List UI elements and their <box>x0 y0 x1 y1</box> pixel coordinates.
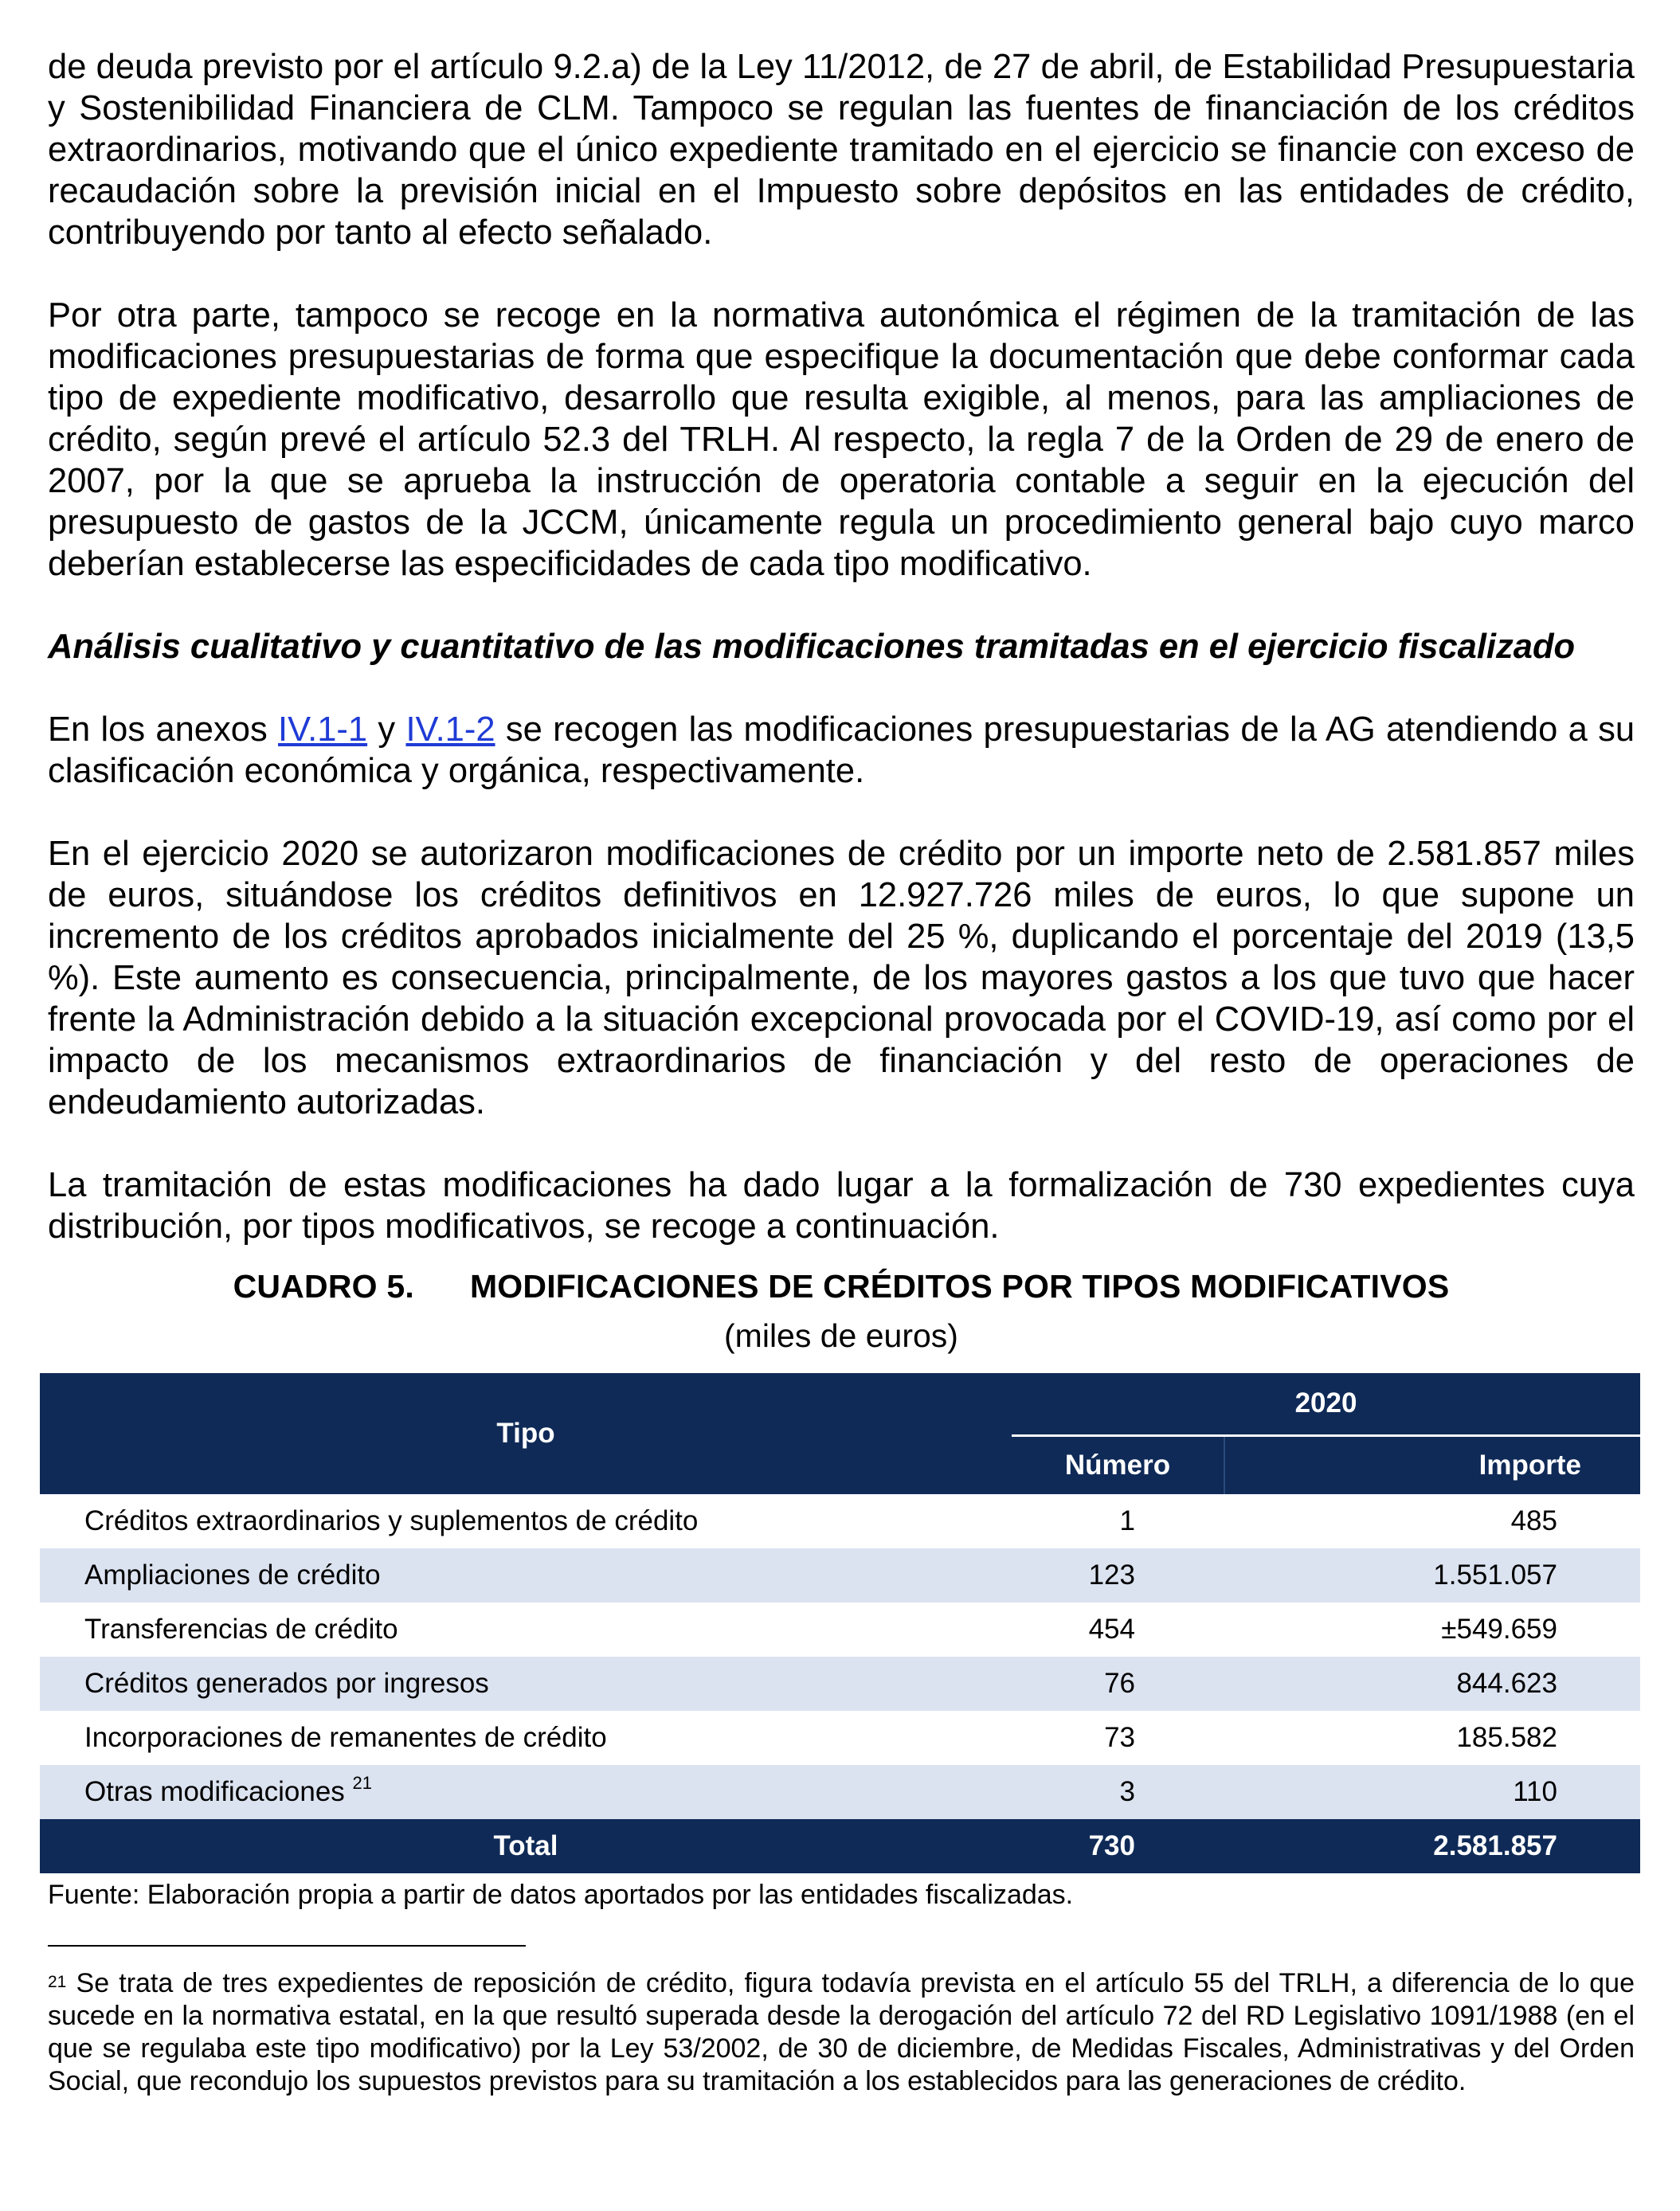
table-number: CUADRO 5. <box>233 1268 414 1305</box>
table-row <box>40 1657 1640 1711</box>
row-numero: 76 <box>1012 1657 1224 1711</box>
row-tipo-text: Otras modificaciones <box>84 1776 353 1807</box>
table-row <box>40 1765 1640 1819</box>
row-importe: 1.551.057 <box>1224 1548 1640 1602</box>
row-numero: 123 <box>1012 1548 1224 1602</box>
table-row <box>40 1494 1640 1548</box>
header-tipo: Tipo <box>40 1373 1012 1494</box>
total-numero: 730 <box>1012 1819 1224 1873</box>
paragraph-ejercicio-2020: En el ejercicio 2020 se autorizaron modificaciones de crédito por un importe neto de 2.581.857 miles de euros, situándose los créditos definitivos en 12.927.726 miles de euros, lo que supone un incremento de los créditos aprobados inicialmente del 25 %, duplicando el porcentaje del 2019 (13,5 %). Este aumento es consecuencia, principalmente, de los mayores gastos a los que tuvo que hacer frente la Administración debido a la situación excepcional provocada por el COVID-19, así como por el impacto de los mecanismos extraordinarios de financiación y del resto de operaciones de endeudamiento autorizadas. <box>48 835 1635 1121</box>
table-source: Fuente: Elaboración propia a partir de datos aportados por las entidades fiscalizadas. <box>48 1880 1074 1910</box>
total-label: Total <box>40 1819 1012 1873</box>
row-tipo: Transferencias de crédito <box>84 1614 398 1645</box>
table-row <box>40 1548 1640 1602</box>
footnote-ref-21[interactable]: 21 <box>352 1773 373 1793</box>
paragraph-anexos-pre: En los anexos <box>48 710 279 749</box>
table-title <box>48 1266 1635 1306</box>
row-numero: 3 <box>1012 1765 1224 1819</box>
row-importe: ±549.659 <box>1441 1614 1557 1645</box>
row-tipo: Créditos extraordinarios y suplementos de crédito <box>84 1505 699 1536</box>
footnote-separator <box>48 1945 526 1947</box>
row-importe: 485 <box>1510 1505 1557 1536</box>
paragraph-deuda: de deuda previsto por el artículo 9.2.a) de la Ley 11/2012, de 27 de abril, de Estabilidad Presupuestaria y Sostenibilidad Financiera de CLM. Tampoco se regulan las fuentes de financiación de los créditos extraordinarios, motivando que el único expediente tramitado en el ejercicio se financie con exceso de recaudación sobre la previsión inicial en el Impuesto sobre depósitos en las entidades de crédito, contribuyendo por tanto al efecto señalado. <box>48 48 1635 252</box>
anexo-iv-1-2-link[interactable]: IV.1-2 <box>405 710 495 749</box>
total-importe: 2.581.857 <box>1224 1819 1640 1873</box>
section-heading: Análisis cualitativo y cuantitativo de las modificaciones tramitadas en el ejercicio fiscalizado <box>48 628 1576 666</box>
row-tipo <box>40 1765 1012 1819</box>
paragraph-anexos-mid: y <box>367 710 406 749</box>
row-tipo: Ampliaciones de crédito <box>40 1548 1012 1602</box>
footnote-21 <box>48 1967 1635 2098</box>
paragraph-anexos <box>48 709 1635 792</box>
header-year: 2020 <box>1012 1373 1640 1435</box>
modificaciones-table <box>40 1373 1640 1873</box>
row-numero: 1 <box>1119 1505 1135 1536</box>
paragraph-tramitacion: La tramitación de estas modificaciones ha dado lugar a la formalización de 730 expedientes cuya distribución, por tipos modificativos, se recoge a continuación. <box>48 1166 1635 1246</box>
row-importe: 844.623 <box>1224 1657 1640 1711</box>
table-unit: (miles de euros) <box>724 1317 958 1354</box>
table-row <box>40 1602 1640 1657</box>
anexo-iv-1-1-link[interactable]: IV.1-1 <box>278 710 368 749</box>
row-tipo: Incorporaciones de remanentes de crédito <box>84 1722 607 1753</box>
paragraph-anexos-post: se recogen las modificaciones presupuestarias de la AG atendiendo a su clasificación económica y orgánica, respectivamente. <box>48 710 1635 790</box>
table-title-text: MODIFICACIONES DE CRÉDITOS POR TIPOS MODIFICATIVOS <box>469 1268 1450 1305</box>
paragraph-normativa: Por otra parte, tampoco se recoge en la normativa autonómica el régimen de la tramitación de las modificaciones presupuestarias de forma que especifique la documentación que debe conformar cada tipo de expediente modificativo, desarrollo que resulta exigible, al menos, para las ampliaciones de crédito, según prevé el artículo 52.3 del TRLH. Al respecto, la regla 7 de la Orden de 29 de enero de 2007, por la que se aprueba la instrucción de operatoria contable a seguir en la ejecución del presupuesto de gastos de la JCCM, únicamente regula un procedimiento general bajo cuyo marco deberían establecerse las especificidades de cada tipo modificativo. <box>48 296 1635 583</box>
row-numero: 454 <box>1088 1614 1135 1645</box>
table-row <box>40 1711 1640 1765</box>
header-numero: Número <box>1012 1435 1224 1494</box>
document-page <box>48 46 1635 2098</box>
row-importe: 185.582 <box>1456 1722 1557 1753</box>
row-importe: 110 <box>1224 1765 1640 1819</box>
row-numero: 73 <box>1104 1722 1135 1753</box>
total-row <box>40 1819 1640 1873</box>
header-importe: Importe <box>1224 1435 1640 1494</box>
row-tipo: Créditos generados por ingresos <box>40 1657 1012 1711</box>
footnote-text: Se trata de tres expedientes de reposición de crédito, figura todavía prevista en el artículo 55 del TRLH, a diferencia de lo que sucede en la normativa estatal, en la que resultó superada desde la derogación del artículo 72 del RD Legislativo 1091/1988 (en el que se regulaba este tipo modificativo) por la Ley 53/2002, de 30 de diciembre, de Medidas Fiscales, Administrativas y del Orden Social, que recondujo los supuestos previstos para su tramitación a los establecidos para las generaciones de crédito. <box>48 1968 1635 2096</box>
footnote-mark: 21 <box>48 1973 67 1991</box>
